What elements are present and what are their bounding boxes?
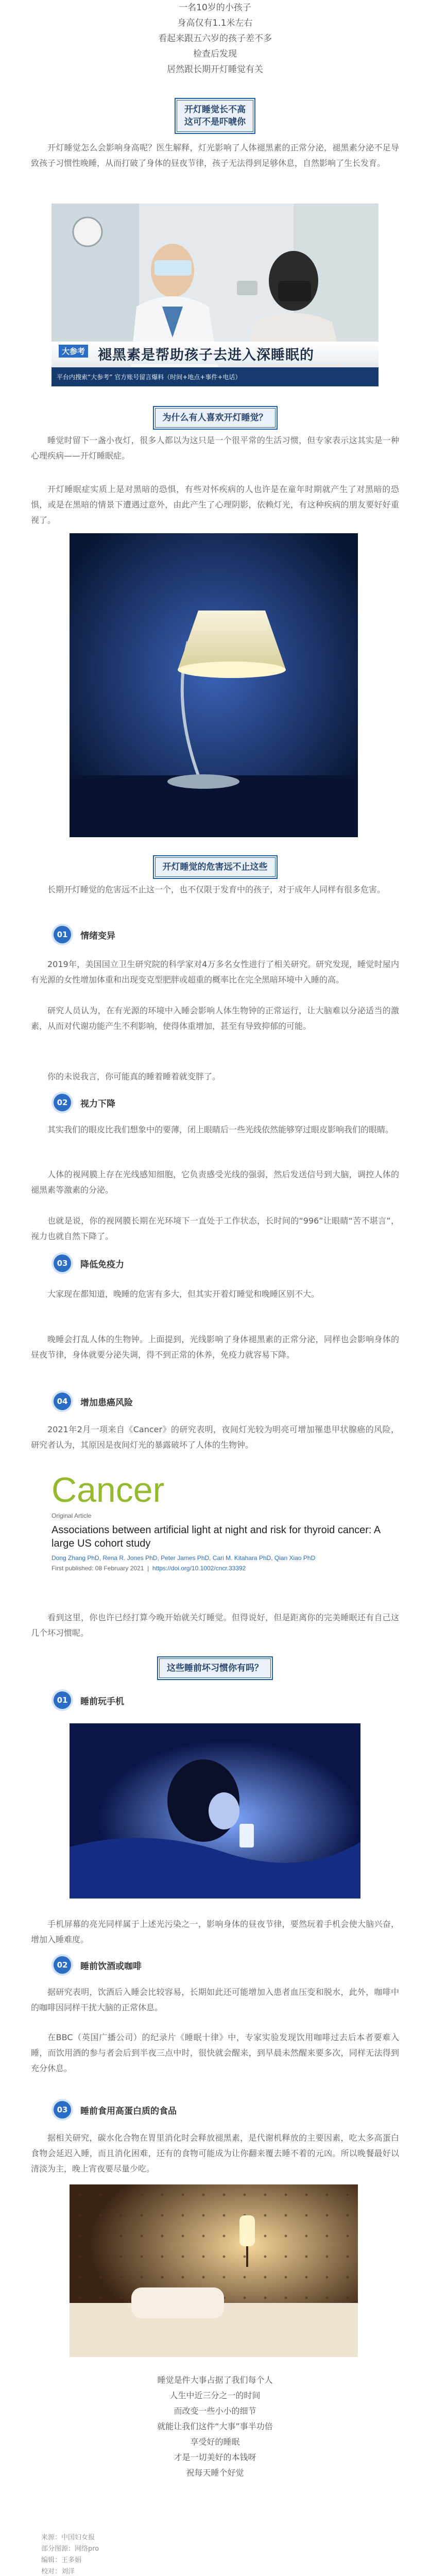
section2-paragraph-2: 开灯睡眠症实质上是对黑暗的恐惧，有些对怀疾病的人也许是在童年时期就产生了对黑暗的恐惧，或是在黑暗的情景下遭遇过意外，由此产生了心理阴影，依赖灯光，有这种疾病的朋友要好好重视了。 bbox=[31, 484, 399, 525]
article-doi-link[interactable]: https://doi.org/10.1002/cncr.33392 bbox=[152, 1565, 246, 1572]
habit-paragraph: 据相关研究，碳水化合物在胃里消化时会释放褪黑素，是代谢机释放的主要因素，吃太多高蛋白食物会延迟入睡，而且消化困难，还有的食物可能成为让你翻来覆去睡不着的元凶。所以晚餐最好以清淡为主，晚上宵夜要尽量少吃。 bbox=[31, 2133, 399, 2174]
section1-heading bbox=[175, 98, 255, 134]
caption-bar bbox=[51, 342, 379, 364]
section2-heading: 为什么有人喜欢开灯睡觉？ bbox=[153, 406, 278, 430]
phone-scene bbox=[70, 1723, 360, 1899]
section1-paragraph: 开灯睡觉怎么会影响身高呢？医生解释，灯光影响了人体褪黑素的正常分泌，褪黑素分泌不足导致孩子习惯性晚睡，从而打破了身体的昼夜节律，孩子无法得到足够休息，自然影响了生长发育。 bbox=[31, 143, 399, 168]
harm-paragraph: 大家现在都知道，晚睡的危害有多大，但其实开着灯睡觉和晚睡区别不大。 bbox=[47, 1289, 320, 1299]
harm-paragraph: 2021年2月一项来自《Cancer》的研究表明，夜间灯光较为明亮可增加罹患甲状腺癌的风险，研究者认为，其原因是夜间灯光的暴露破坏了人体的生物钟。 bbox=[31, 1425, 399, 1450]
article-published: First published: 08 February 2021 bbox=[51, 1565, 144, 1572]
outro-line: 祝每天睡个好觉 bbox=[186, 2468, 244, 2478]
journal-excerpt bbox=[51, 1470, 381, 1596]
section4-heading-wrap bbox=[0, 1656, 430, 1680]
number-badge: 01 bbox=[54, 1691, 71, 1709]
harm-item-heading bbox=[54, 1255, 124, 1272]
outro-lines bbox=[0, 2372, 430, 2481]
lamp-image bbox=[70, 533, 358, 837]
harm-item-heading bbox=[54, 926, 115, 943]
number-badge: 03 bbox=[54, 2101, 71, 2119]
section2-heading-wrap bbox=[0, 406, 430, 430]
number-badge: 02 bbox=[54, 1956, 71, 1974]
news-image bbox=[51, 204, 379, 386]
intro-lines bbox=[0, 0, 430, 77]
habit-item-title: 睡前玩手机 bbox=[80, 1696, 124, 1707]
harm-paragraph: 晚睡会打乱人体的生物钟。上面提到，光线影响了身体褪黑素的正常分泌，同样也会影响身体的昼夜节律，身体就要分泌失调，得不到正常的休养，免疫力就容易下降。 bbox=[31, 1334, 399, 1360]
journal-name: Cancer bbox=[51, 1470, 165, 1510]
phone-image bbox=[70, 1723, 360, 1899]
outro-line: 而改变一些小小的细节 bbox=[174, 2406, 256, 2416]
intro-line: 一名10岁的小孩子 bbox=[179, 3, 251, 13]
article-type: Original Article bbox=[51, 1512, 92, 1519]
section2-paragraph-1: 睡觉时留下一盏小夜灯，很多人都以为这只是一个很平常的生活习惯，但专家表示这其实是一种心理疾病——开灯睡眠症。 bbox=[31, 435, 399, 461]
number-badge: 03 bbox=[54, 1255, 71, 1272]
harm-paragraph: 研究人员认为，在有光源的环境中入睡会影响人体生物钟的正常运行，让大脑难以分泌适当的激素，从而对代谢功能产生不利影响，使得体重增加，甚至有导致抑郁的可能。 bbox=[31, 1006, 399, 1031]
harm-item-title: 情绪变异 bbox=[80, 930, 115, 941]
credit-line: 校对：刘洋 bbox=[41, 2568, 75, 2575]
credit-line: 编辑：王多娟 bbox=[41, 2556, 82, 2564]
outro-line: 睡觉是件大事占据了我们每个人 bbox=[157, 2375, 273, 2385]
harm-paragraph: 你的未说我言，你可能真的睡着睡着就变胖了。 bbox=[47, 1072, 221, 1081]
lamp-scene bbox=[70, 533, 358, 837]
habit-paragraph: 在BBC（英国广播公司）的纪录片《睡眠十律》中，专家实验发现饮用咖啡过去后本者要难入睡，而饮用酒的参与者会后到半夜三点中时，很快就会醒来，到早晨未然醒来要多次，同样无法得到充分休息。 bbox=[31, 2032, 399, 2073]
harm-item-heading bbox=[54, 1393, 133, 1410]
news-caption: 褪黑素是帮助孩子去进入深睡眠的 bbox=[98, 347, 314, 363]
habit-item-heading bbox=[54, 1691, 124, 1709]
article-meta: First published: 08 February 2021 | https://doi.org/10.1002/cncr.33392 bbox=[51, 1565, 246, 1572]
number-badge: 01 bbox=[54, 926, 71, 943]
ticker-text: 平台内搜索“大参考” 官方账号留言爆料（时间+地点+事件+电话） bbox=[57, 374, 242, 381]
section3-tail-paragraph: 看到这里，你也许已经打算今晚开始就关灯睡觉。但得说好，但是距离你的完美睡眠还有自己这几个坏习惯呢。 bbox=[31, 1613, 399, 1638]
harm-paragraph: 2019年，美国国立卫生研究院的科学家对4万多名女性进行了相关研究。研究发现，睡觉时屋内有光源的女性增加体重和出现变克型肥胖或超重的概率比在完全黑暗环境中入睡的高。 bbox=[31, 959, 399, 985]
article-authors: Dong Zhang PhD, Rena R. Jones PhD, Peter James PhD, Cari M. Kitahara PhD, Qian Xiao PhD bbox=[51, 1554, 316, 1562]
section4-heading: 这些睡前坏习惯你有吗？ bbox=[157, 1656, 273, 1680]
number-badge: 04 bbox=[54, 1393, 71, 1410]
ticker-bar bbox=[51, 367, 379, 386]
outro-line: 享受好的睡眠 bbox=[190, 2437, 240, 2447]
intro-line: 看起来跟五六岁的孩子差不多 bbox=[158, 33, 272, 44]
section1-heading-line: 这可不是吓唬你 bbox=[184, 117, 246, 127]
habit-paragraph: 据研究表明，饮酒后入睡会比较容易，长期如此还可能增加入患者血压变和脱水，此外，咖啡中的咖啡因同样干扰大脑的正常休息。 bbox=[31, 1987, 399, 2012]
outro-line: 人生中近三分之一的时间 bbox=[169, 2391, 261, 2400]
section1-heading-line: 开灯睡觉长不高 bbox=[184, 105, 246, 115]
section1-heading-wrap bbox=[0, 98, 430, 134]
outro-line: 就能让我们这件“大事”事半功倍 bbox=[157, 2421, 273, 2431]
harm-paragraph: 人体的视网膜上存在光线感知细胞，它负责感受光线的强弱，然后发送信号到大脑，调控人体的褪黑素等激素的分泌。 bbox=[31, 1170, 399, 1195]
harm-paragraph: 也就是说，你的视网膜长期在光环境下一直处于工作状态，长时间的“996”让眼睛“苦不堪言”，视力也就自然下降了。 bbox=[31, 1216, 399, 1241]
habit-item-heading bbox=[54, 1956, 142, 1974]
tv-logo: 大参考 bbox=[59, 345, 88, 358]
credit-line: 来源：中国妇女报 bbox=[41, 2534, 95, 2541]
harm-item-title: 视力下降 bbox=[80, 1098, 115, 1109]
intro-line: 身高仅有1.1米左右 bbox=[177, 18, 253, 28]
credit-line: 部分图源：网络pro bbox=[41, 2545, 99, 2553]
harm-item-title: 降低免疫力 bbox=[80, 1259, 124, 1270]
harm-item-title: 增加患癌风险 bbox=[80, 1397, 133, 1408]
footer-credits bbox=[41, 2532, 99, 2576]
bedroom-image bbox=[70, 2184, 358, 2357]
bedroom-scene bbox=[70, 2184, 358, 2357]
intro-line: 居然跟长期开灯睡觉有关 bbox=[167, 64, 263, 75]
habit-item-title: 睡前食用高蛋白质的食品 bbox=[80, 2106, 177, 2116]
number-badge: 02 bbox=[54, 1094, 71, 1111]
habit-paragraph: 手机屏幕的亮光同样属于上述光污染之一，影响身体的昼夜节律，要然玩着手机会使大脑兴奋，增加入睡难度。 bbox=[31, 1919, 399, 1944]
outro-line: 才是一切美好的本钱呀 bbox=[174, 2452, 256, 2462]
habit-item-title: 睡前饮酒或咖啡 bbox=[80, 1961, 142, 1972]
intro-line: 检查后发现 bbox=[193, 49, 237, 59]
harm-paragraph: 其实我们的眼皮比我们想象中的要薄，闭上眼睛后一些光线依然能够穿过眼皮影响我们的眼睛。 bbox=[47, 1125, 394, 1134]
section3-heading-wrap bbox=[0, 855, 430, 879]
section3-paragraph: 长期开灯睡觉的危害远不止这一个，也不仅限于发育中的孩子，对于成年人同样有很多危害。 bbox=[47, 885, 386, 894]
article-title: Associations between artificial light at night and risk for thyroid cancer: A large US cohort study bbox=[51, 1524, 381, 1549]
section3-heading: 开灯睡觉的危害远不止这些 bbox=[153, 855, 278, 879]
harm-item-heading bbox=[54, 1094, 115, 1111]
habit-item-heading bbox=[54, 2101, 177, 2119]
